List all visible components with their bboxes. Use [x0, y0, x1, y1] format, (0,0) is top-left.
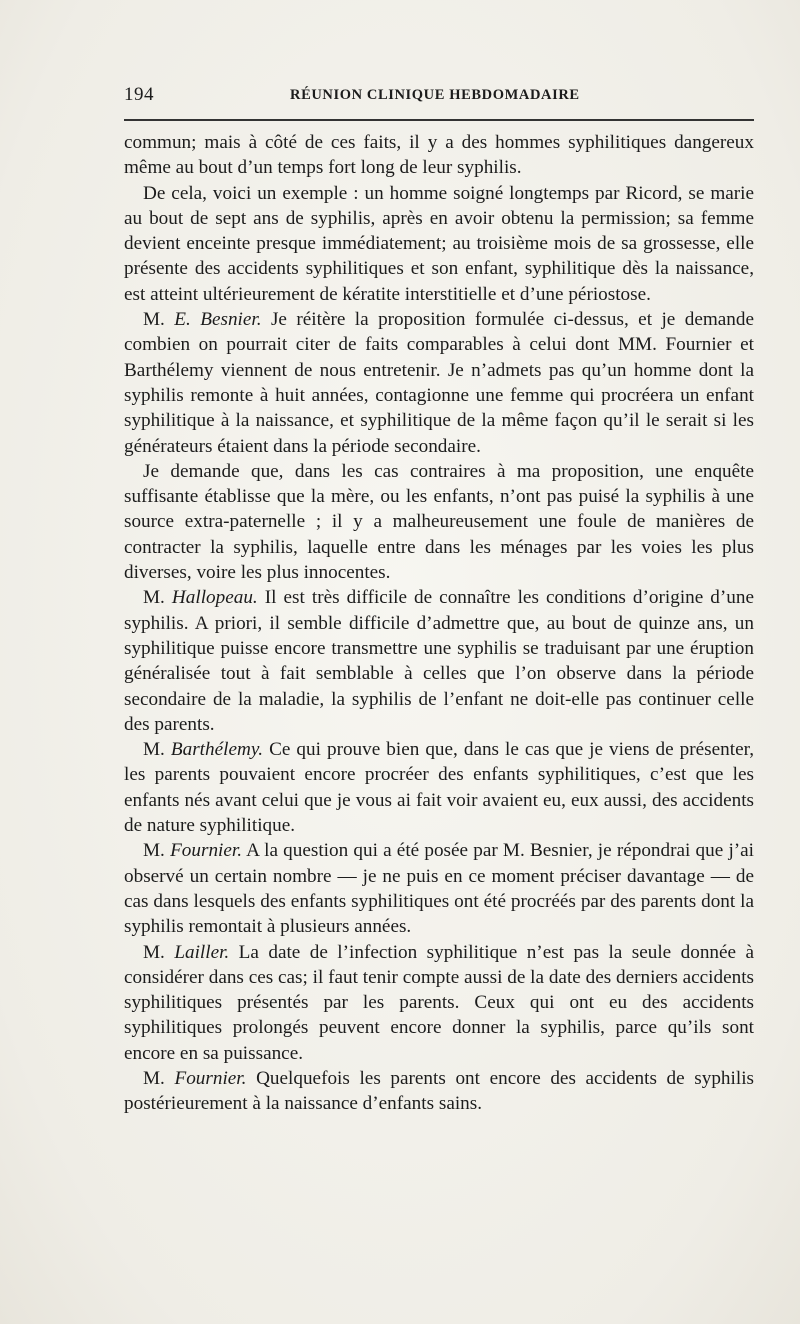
speaker-name: Barthélemy.	[170, 739, 264, 761]
paragraph-text: Je demande que, dans les cas contraires à ma proposition, une enquête suffisante établisse que la mère, ou les enfants, n’ont pas puisé la syphilis à une source extra-paternelle ; il y a malheureusement une foule de manières de contracter la syphilis, laquelle entre dans les ménages par les voies les plus diverses, voire les plus innocentes.	[124, 460, 754, 584]
paragraph-text: Je réitère la proposition formulée ci-dessus, et je demande combien on pourrait citer de faits comparables à celui dont MM. Fournier et Barthélemy viennent de nous entretenir. Je n’admets pas qu’un homme dont la syphilis remonte à huit années, contagionne une femme qui procréera un enfant syphilitique à la naissance, et syphilitique de la même façon qu’il le serait si les générateurs étaient dans la période secondaire.	[124, 309, 754, 457]
paragraph	[124, 737, 754, 838]
paragraph	[124, 181, 754, 307]
paragraph-text: La date de l’infection syphilitique n’est pas la seule donnée à considérer dans ces cas; il faut tenir compte aussi de la date des derniers accidents syphilitiques présentés par les parents. Ceux qui ont eu des accidents syphilitiques prolongés peuvent encore donner la syphilis, parce qu’ils sont encore en sa puissance.	[124, 941, 755, 1064]
paragraph-text: A la question qui a été posée par M. Besnier, je répondrai que j’ai observé un certain nombre — je ne puis en ce moment préciser davantage — de cas dans lesquels des enfants syphilitiques ont été procréés par des parents dont la syphilis remontait à plusieurs années.	[124, 840, 755, 938]
speaker-prefix: M.	[143, 941, 175, 963]
speaker-name: Fournier.	[170, 840, 243, 862]
speaker-name: E. Besnier.	[174, 309, 262, 331]
paragraph	[124, 1066, 754, 1117]
speaker-prefix: M.	[143, 739, 171, 761]
paragraph	[124, 585, 754, 737]
paragraph-text: commun; mais à côté de ces faits, il y a des hommes syphilitiques dangereux même au bout d’un temps fort long de leur syphilis.	[124, 132, 754, 179]
paragraph-text: Ce qui prouve bien que, dans le cas que je viens de présenter, les parents pouvaient encore procréer des enfants syphilitiques, c’est que les enfants nés avant celui que je vous ai fait voir avaient eu, eux aussi, des accidents de nature syphilitique.	[124, 739, 755, 837]
speaker-prefix: M.	[143, 587, 172, 609]
page-number: 194	[124, 84, 154, 105]
speaker-prefix: M.	[143, 840, 171, 862]
header-rule	[124, 119, 754, 121]
speaker-name: Lailler.	[174, 941, 230, 963]
body-text	[124, 130, 754, 1117]
paragraph	[124, 459, 754, 585]
paragraph-text: Quelquefois les parents ont encore des accidents de syphilis postérieurement à la naissance d’enfants sains.	[124, 1067, 754, 1115]
speaker-prefix: M.	[143, 309, 175, 331]
paragraph-text: Il est très difficile de connaître les conditions d’origine d’une syphilis. A priori, il semble difficile d’admettre que, au bout de quinze ans, un syphilitique puisse encore transmettre une syphilis se traduisant par une éruption généralisée tout à fait semblable à celles que l’on observe dans la période secondaire de la maladie, la syphilis de l’enfant ne doit-elle pas continuer celle des parents.	[124, 587, 754, 735]
speaker-name: Hallopeau.	[171, 587, 258, 609]
speaker-prefix: M.	[143, 1067, 175, 1089]
paragraph	[124, 838, 754, 939]
paragraph-text: De cela, voici un exemple : un homme soigné longtemps par Ricord, se marie au bout de sept ans de syphilis, après en avoir obtenu la permission; sa femme devient enceinte presque immédiatement; au troisième mois de sa grossesse, elle présente des accidents syphilitiques et son enfant, syphilitique dès la naissance, est atteint ultérieurement de kératite interstitielle et d’une périostose.	[124, 182, 754, 305]
paragraph	[124, 307, 754, 459]
running-title: RÉUNION CLINIQUE HEBDOMADAIRE	[290, 87, 580, 103]
paragraph	[124, 940, 754, 1066]
speaker-name: Fournier.	[174, 1067, 247, 1089]
paragraph	[124, 130, 754, 181]
page-header	[124, 84, 754, 110]
